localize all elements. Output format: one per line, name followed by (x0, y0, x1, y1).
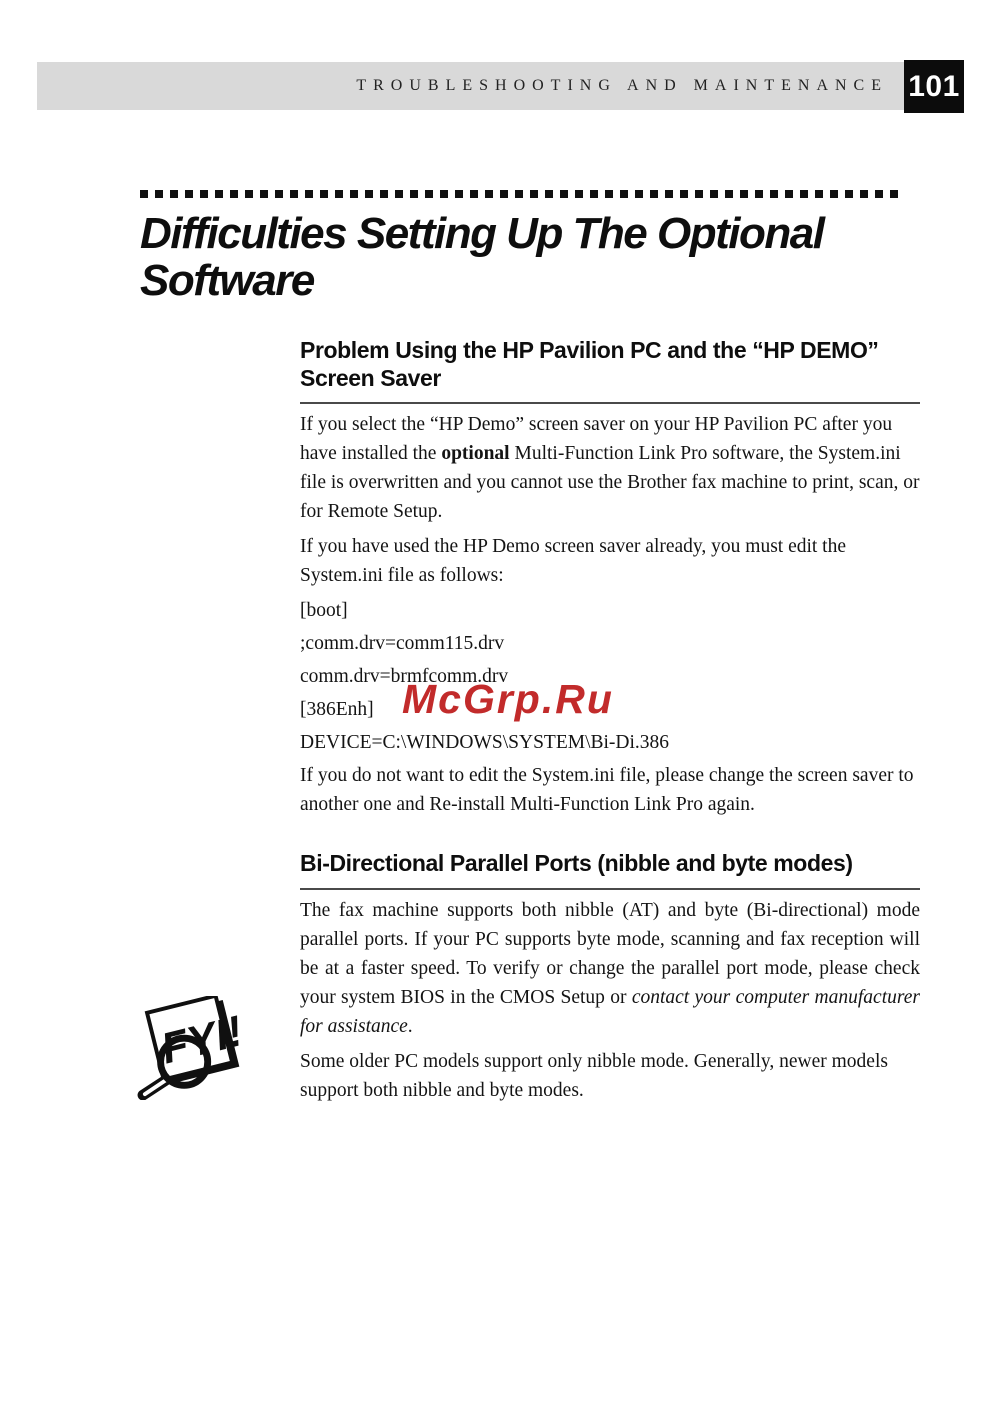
code-line: comm.drv=brmfcomm.drv (300, 666, 509, 688)
title-block (140, 190, 915, 304)
paragraph (300, 410, 920, 526)
fyi-icon (133, 996, 251, 1100)
dotted-rule (140, 190, 905, 198)
fyi-icon-label: FYI! (156, 1007, 248, 1074)
code-line: [386Enh] (300, 699, 374, 721)
paragraph-italic-text: contact your computer manufacturer for assistance (300, 986, 920, 1037)
paragraph-text: The fax machine supports both nibble (AT) and byte (Bi-directional) mode parallel ports. If your PC supports byte mode, scanning and fax reception will be at a faster speed. To verify or change the parallel port mode, please check your system BIOS in the CMOS Setup or (300, 899, 920, 1008)
page-title: Difficulties Setting Up The Optional Software (140, 209, 824, 305)
paragraph: If you have used the HP Demo screen saver already, you must edit the System.ini file as follows: (300, 536, 847, 587)
page-number-badge (904, 60, 964, 113)
code-line: ;comm.drv=comm115.drv (300, 633, 505, 655)
paragraph-text: Multi-Function Link Pro software, the System.ini file is overwritten and you cannot use the Brother fax machine to print, scan, or for Remote Setup. (300, 443, 920, 523)
watermark: McGrp.Ru (402, 676, 614, 722)
page-number: 101 (908, 69, 960, 103)
paragraph: If you do not want to edit the System.ini file, please change the screen saver to another one and Re-install Multi-Function Link Pro again. (300, 765, 914, 816)
paragraph-text: . (407, 1015, 413, 1037)
section-heading-hp-pavilion: Problem Using the HP Pavilion PC and the “HP DEMO” Screen Saver (300, 337, 920, 404)
code-line: [boot] (300, 600, 348, 622)
running-header-title: TROUBLESHOOTING AND MAINTENANCE (356, 77, 888, 94)
page-header-bar (37, 62, 904, 110)
paragraph: Some older PC models support only nibble mode. Generally, newer models support both nibble and byte modes. (300, 1050, 888, 1101)
content-column (300, 337, 920, 1111)
section-heading-bidirectional-ports: Bi-Directional Parallel Ports (nibble and byte modes) (300, 850, 920, 890)
code-line: DEVICE=C:\WINDOWS\SYSTEM\Bi-Di.386 (300, 732, 670, 754)
paragraph-text: If you select the “HP Demo” screen saver on your HP Pavilion PC after you have installed the (300, 414, 893, 465)
paragraph (300, 896, 920, 1041)
paragraph-bold-text: optional (441, 443, 510, 465)
